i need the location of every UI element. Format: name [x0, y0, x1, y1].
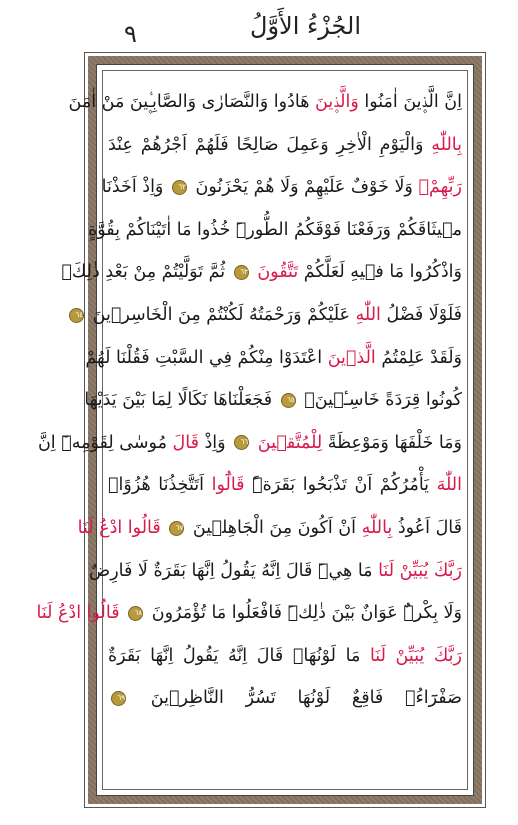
verse-text: م۪يثَاقَكُمْ وَرَفَعْنَا فَوْقَكُمُ الطُّورَۜ خُذُوا مَا اٰتَيْنَاكُمْ بِقُوَّةٍ: [88, 219, 462, 240]
ayah-number-marker: ٦٩: [111, 691, 126, 706]
text-line: [108, 638, 462, 674]
verse-text: وَلَا بِكْرٌۜ عَوَانٌ بَيْنَ ذٰلِكَۜ فَافْعَلُوا مَا تُؤْمَرُونَ: [146, 603, 462, 624]
highlighted-word: قَالُوا ادْعُ لَنَا: [36, 603, 120, 624]
text-line: [108, 127, 462, 163]
verse-text: وَلَقَدْ عَلِمْتُمُ: [375, 347, 462, 368]
text-line: [108, 467, 462, 503]
page-number: ٩: [124, 20, 137, 48]
text-line: [85, 340, 462, 376]
text-line: [37, 425, 462, 461]
text-line: [77, 510, 462, 546]
verse-text: يَأْمُرُكُمْ اَنْ تَذْبَحُوا بَقَرَةًۜ: [244, 475, 437, 496]
verse-text: هَادُوا وَالنَّصَارٰى وَالصَّابِـ۪ٔينَ مَنْ اٰمَنَ: [68, 92, 315, 112]
highlighted-word: تَتَّقُونَ: [257, 262, 299, 283]
verse-text: اَنْ اَكُونَ مِنَ الْجَاهِل۪ينَ: [187, 518, 362, 538]
ayah-number-marker: ٦٤: [69, 308, 84, 323]
highlighted-word: قَالُٓوا: [211, 475, 245, 496]
verse-text: وَالْيَوْمِ الْاٰخِرِ وَعَمِلَ صَالِحًا فَلَهُمْ اَجْرُهُمْ عِنْدَ: [108, 134, 432, 155]
highlighted-word: قَالُوا ادْعُ لَنَا: [77, 518, 161, 538]
ayah-number-marker: ٦٣: [234, 265, 249, 280]
verse-text: اَتَتَّخِذُنَا هُزُوًاۜ: [108, 475, 212, 496]
highlighted-word: رَبَّكَ يُبَيِّنْ لَنَا: [369, 645, 462, 666]
verse-text: اِنَّ الَّذ۪ينَ اٰمَنُوا: [358, 92, 462, 112]
verse-text: اعْتَدَوْا مِنْكُمْ فِي السَّبْتِ فَقُلْنَا لَهُمْ: [85, 347, 328, 368]
verse-text: مَا لَوْنُهَاۜ قَالَ اِنَّهُ يَقُولُ اِنَّهَا بَقَرَةٌ: [108, 645, 370, 666]
verse-text: فَلَوْلَا فَضْلُ: [380, 305, 462, 325]
verse-text: وَلَا خَوْفٌ عَلَيْهِمْ وَلَا هُمْ يَحْزَنُونَ: [189, 177, 419, 198]
page-header: [0, 8, 518, 48]
ayah-number-marker: ٦٢: [172, 180, 187, 195]
text-line: [89, 553, 462, 589]
verse-text: مَا هِيَۜ قَالَ اِنَّهُ يَقُولُ اِنَّهَا بَقَرَةٌ لَا فَارِضٌ: [89, 560, 379, 581]
verse-text: قَالَ اَعُوذُ: [392, 518, 462, 538]
verse-text: [120, 603, 126, 623]
text-line: [108, 680, 462, 716]
verse-text: عَلَيْكُمْ وَرَحْمَتُهُ لَكُنْتُمْ مِنَ الْخَاسِر۪ينَ: [87, 305, 356, 325]
text-line: [101, 169, 462, 205]
verse-text: ثُمَّ تَوَلَّيْتُمْ مِنْ بَعْدِ ذٰلِكَۚ: [61, 262, 231, 283]
highlighted-word: وَالَّذ۪ينَ: [315, 92, 359, 112]
quran-text: [36, 84, 462, 784]
verse-text: وَمَا خَلْفَهَا وَمَوْعِظَةً: [322, 432, 462, 453]
verse-text: صَفْرَٓاءُۙ فَاقِعٌ لَوْنُهَا تَسُرُّ النَّاظِر۪ينَ: [129, 688, 462, 709]
verse-text: وَاِذْ: [198, 432, 232, 453]
ayah-number-marker: ٦٧: [169, 521, 184, 536]
verse-text: وَاذْكُرُوا مَا ف۪يهِ لَعَلَّكُمْ: [298, 262, 462, 283]
verse-text: كُونُوا قِرَدَةً خَاسِـ۪ٔينَۚ: [298, 390, 462, 411]
highlighted-word: قَالَ: [172, 432, 199, 453]
ayah-number-marker: ٦٥: [281, 393, 296, 408]
highlighted-word: اللّٰهِ: [355, 305, 381, 325]
verse-text: فَجَعَلْنَاهَا نَكَالًا لِمَا بَيْنَ يَدَيْهَا: [84, 390, 278, 411]
highlighted-word: بِاللّٰهِ: [431, 134, 462, 155]
ayah-number-marker: ٦٨: [128, 606, 143, 621]
text-line: [36, 595, 462, 631]
ayah-number-marker: ٦٦: [234, 435, 249, 450]
highlighted-word: رَبِّهِمْۚ: [418, 177, 462, 198]
verse-text: [161, 518, 167, 538]
highlighted-word: اللّٰهَ: [436, 475, 462, 496]
text-line: [68, 84, 462, 120]
verse-text: مُوسٰى لِقَوْمِه۪ٓ اِنَّ: [37, 432, 173, 453]
highlighted-word: بِاللّٰهِ: [361, 518, 393, 538]
juz-title: الجُزْءُ الأَوَّلُ: [250, 12, 362, 40]
text-line: [75, 297, 462, 333]
highlighted-word: رَبَّكَ يُبَيِّنْ لَنَا: [378, 560, 462, 581]
highlighted-word: لِلْمُتَّق۪ينَ: [257, 432, 323, 453]
text-line: [61, 254, 462, 290]
text-line: [84, 382, 462, 418]
highlighted-word: الَّذ۪ينَ: [327, 347, 376, 368]
verse-text: وَاِذْ اَخَذْنَا: [101, 177, 169, 198]
text-line: [88, 212, 462, 248]
